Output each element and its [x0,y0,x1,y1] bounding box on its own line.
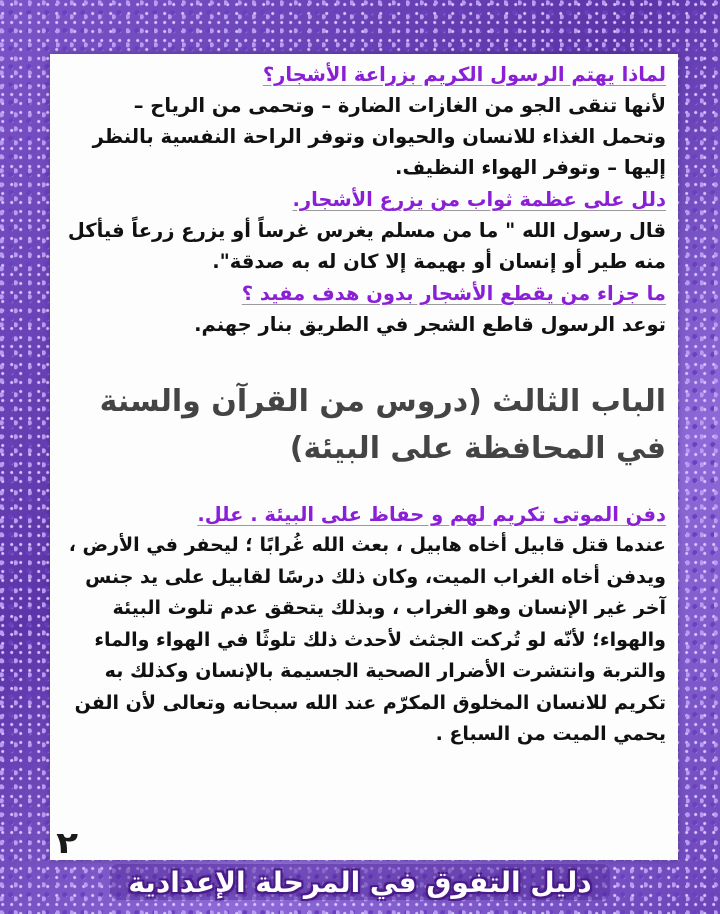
question-1: لماذا يهتم الرسول الكريم بزراعة الأشجار؟ [262,63,666,86]
chapter-title: الباب الثالث (دروس من القرآن والسنة في المحافظة على البيئة) [99,384,666,466]
page-content [64,60,666,751]
question-3: ما جزاء من يقطع الأشجار بدون هدف مفيد ؟ [241,282,666,305]
answer-1: لأنها تنقى الجو من الغازات الضارة – وتحمى من الرياح – وتحمل الغذاء للانسان والحيوان وتوفر الراحة النفسية بالنظر إليها – وتوفر الهواء النظيف. [92,94,666,179]
answer-4: عندما قتل قابيل أخاه هابيل ، بعث الله غُرابًا ؛ ليحفر في الأرض ، ويدفن أخاه الغراب الميت، وكان ذلك درسًا لقابيل على يد جنس آخر غير الإنسان وهو الغراب ، وبذلك يتحقق عدم تلوث البيئة والهواء؛ لأنّه لو تُركت الجثث لأحدث ذلك تلوثًا في الهواء والماء والتربة وانتشرت الأضرار الصحية الجسيمة بالإنسان وكذلك به تكريم للانسان المخلوق المكرّم عند الله سبحانه وتعالى لأن الفن يحمي الميت من السباع . [68,534,666,745]
question-2: دلل على عظمة ثواب من يزرع الأشجار. [292,188,666,211]
answer-2: قال رسول الله " ما من مسلم يغرس غرساً أو يزرع زرعاً فيأكل منه طير أو إنسان أو بهيمة إلا كان له به صدقة". [67,219,666,273]
page-number: ٢ [56,826,79,861]
answer-3: توعد الرسول قاطع الشجر في الطريق بنار جهنم. [194,313,666,336]
footer-banner: دليل التفوق في المرحلة الإعدادية [80,858,640,906]
question-4: دفن الموتى تكريم لهم و حفاظ على البيئة . علل. [197,503,666,526]
page-paper [50,54,678,860]
